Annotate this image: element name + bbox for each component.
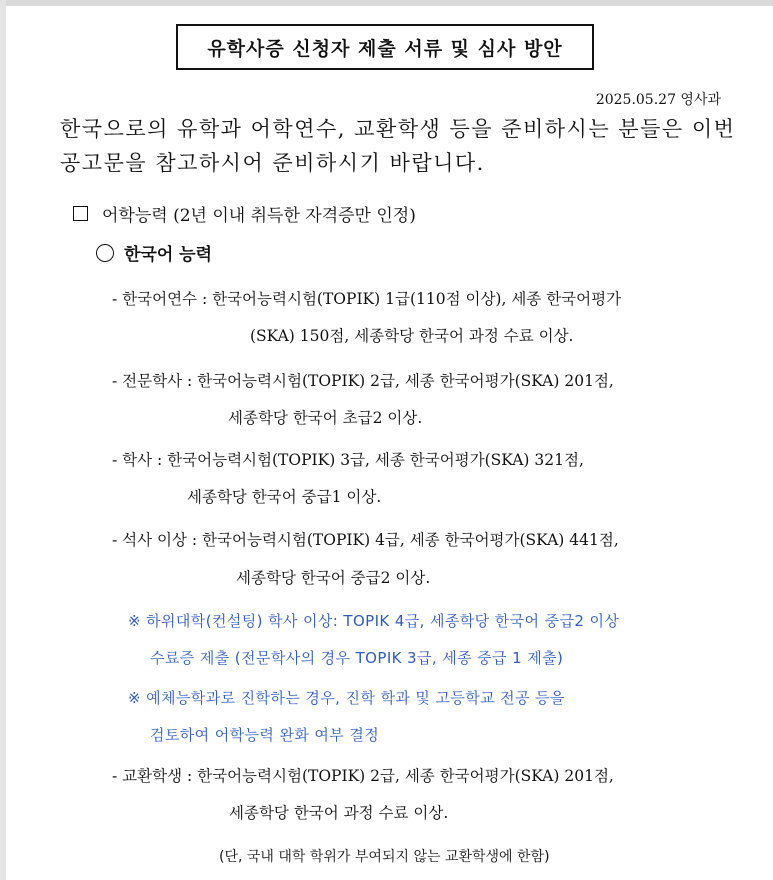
document-title: 유학사증 신청자 제출 서류 및 심사 방안 [176,24,594,70]
section-heading [73,201,416,226]
scan-edge-left [0,0,6,880]
item-associate-line1: - 전문학사 : 한국어능력시험(TOPIK) 2급, 세종 한국어평가(SKA) 201점, [112,372,614,390]
checkbox-square-icon [73,206,88,221]
section-title: 어학능력 (2년 이내 취득한 자격증만 인정) [102,206,416,226]
item-exchange-line1: - 교환학생 : 한국어능력시험(TOPIK) 2급, 세종 한국어평가(SKA) 201점, [112,767,614,785]
scan-edge-top [0,0,773,6]
date-department: 2025.05.27 영사과 [595,92,721,108]
item-associate-line2: 세종학당 한국어 초급2 이상. [228,409,423,427]
exchange-note: (단, 국내 대학 학위가 부여되지 않는 교환학생에 한함) [219,849,550,865]
circle-bullet-icon [96,244,114,262]
note-lower-univ-line2: 수료증 제출 (전문학사의 경우 TOPIK 3급, 세종 중급 1 제출) [150,649,564,667]
item-korean-training-line2: (SKA) 150점, 세종학당 한국어 과정 수료 이상. [250,327,574,345]
item-exchange-line2: 세종학당 한국어 과정 수료 이상. [229,804,449,822]
note-arts-line2: 검토하여 어학능력 완화 여부 결정 [150,726,380,744]
subsection-title: 한국어 능력 [124,245,213,265]
item-korean-training-line1: - 한국어연수 : 한국어능력시험(TOPIK) 1급(110점 이상), 세종 한국어평가 [112,290,622,308]
item-bachelor-line1: - 학사 : 한국어능력시험(TOPIK) 3급, 세종 한국어평가(SKA) 321점, [112,451,584,469]
note-lower-univ-line1: ※ 하위대학(컨설팅) 학사 이상: TOPIK 4급, 세종학당 한국어 중급2 이상 [128,612,620,630]
item-master-line1: - 석사 이상 : 한국어능력시험(TOPIK) 4급, 세종 한국어평가(SKA) 441점, [112,531,619,549]
intro-line-2: 공고문을 참고하시어 준비하시기 바랍니다. [60,151,485,175]
item-master-line2: 세종학당 한국어 중급2 이상. [236,569,431,587]
subsection-heading [96,240,212,265]
intro-line-1: 한국으로의 유학과 어학연수, 교환학생 등을 준비하시는 분들은 이번 [60,117,736,141]
note-arts-line1: ※ 예체능학과로 진학하는 경우, 진학 학과 및 고등학교 전공 등을 [128,689,565,707]
item-bachelor-line2: 세종학당 한국어 중급1 이상. [187,488,382,506]
